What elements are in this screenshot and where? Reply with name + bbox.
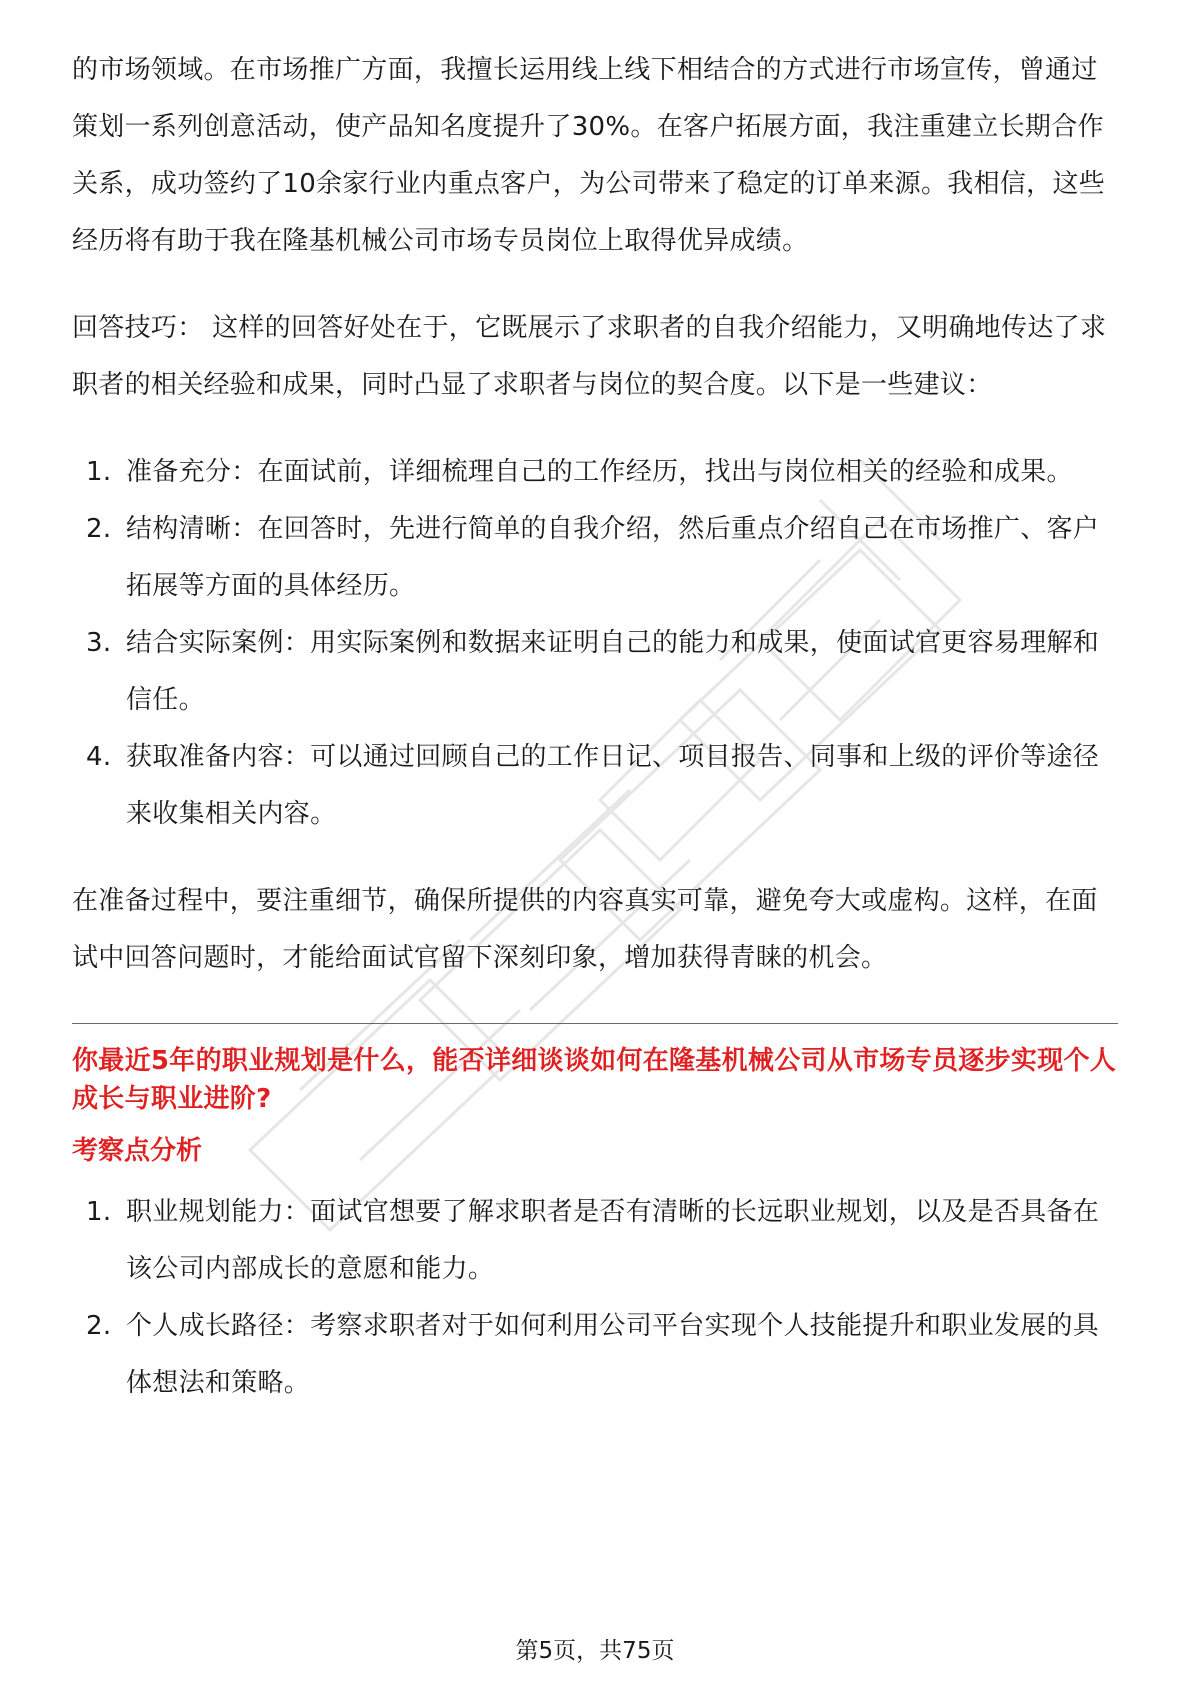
list-item-text: 结构清晰：在回答时，先进行简单的自我介绍，然后重点介绍自己在市场推广、客户拓展等方面的具体经历。: [126, 514, 1100, 601]
list-item-text: 职业规划能力：面试官想要了解求职者是否有清晰的长远职业规划，以及是否具备在该公司内部成长的意愿和能力。: [126, 1197, 1100, 1284]
tips-list: [72, 444, 1118, 843]
section-title: 考察点分析: [72, 1136, 203, 1166]
list-item: [72, 615, 1118, 729]
list-item: [72, 729, 1118, 843]
page-footer: 第5页，共75页: [515, 1638, 675, 1664]
list-item: [72, 501, 1118, 615]
list-item-text: 获取准备内容：可以通过回顾自己的工作日记、项目报告、同事和上级的评价等途径来收集相关内容。: [126, 742, 1100, 829]
list-item-text: 结合实际案例：用实际案例和数据来证明自己的能力和成果，使面试官更容易理解和信任。: [126, 628, 1100, 715]
interview-question: 你最近5年的职业规划是什么，能否详细谈谈如何在隆基机械公司从市场专员逐步实现个人成长与职业进阶?: [72, 1046, 1117, 1114]
list-item-number: 1.: [86, 457, 112, 487]
list-item: [72, 1184, 1118, 1298]
list-item-number: 4.: [86, 742, 112, 772]
body-paragraph-3: 在准备过程中，要注重细节，确保所提供的内容真实可靠，避免夸大或虚构。这样，在面试中回答问题时，才能给面试官留下深刻印象，增加获得青睐的机会。: [72, 886, 1098, 973]
answer-tips-paragraph: 回答技巧： 这样的回答好处在于，它既展示了求职者的自我介绍能力，又明确地传达了求职者的相关经验和成果，同时凸显了求职者与岗位的契合度。以下是一些建议：: [72, 313, 1107, 400]
list-item-number: 2.: [86, 1311, 112, 1341]
list-item-number: 2.: [86, 514, 112, 544]
list-item-text: 个人成长路径：考察求职者对于如何利用公司平台实现个人技能提升和职业发展的具体想法和策略。: [126, 1311, 1100, 1398]
main-content: [72, 42, 1118, 1412]
list-item-number: 3.: [86, 628, 112, 658]
analysis-points-list: [72, 1184, 1118, 1412]
list-item-number: 1.: [86, 1197, 112, 1227]
section-divider: [72, 1023, 1118, 1024]
list-item: [72, 444, 1118, 501]
list-item-text: 准备充分：在面试前，详细梳理自己的工作经历，找出与岗位相关的经验和成果。: [126, 457, 1073, 487]
body-paragraph-1: 的市场领域。在市场推广方面，我擅长运用线上线下相结合的方式进行市场宣传，曾通过策划一系列创意活动，使产品知名度提升了30%。在客户拓展方面，我注重建立长期合作关系，成功签约了10余家行业内重点客户，为公司带来了稳定的订单来源。我相信，这些经历将有助于我在隆基机械公司市场专员岗位上取得优异成绩。: [72, 55, 1106, 256]
list-item: [72, 1298, 1118, 1412]
